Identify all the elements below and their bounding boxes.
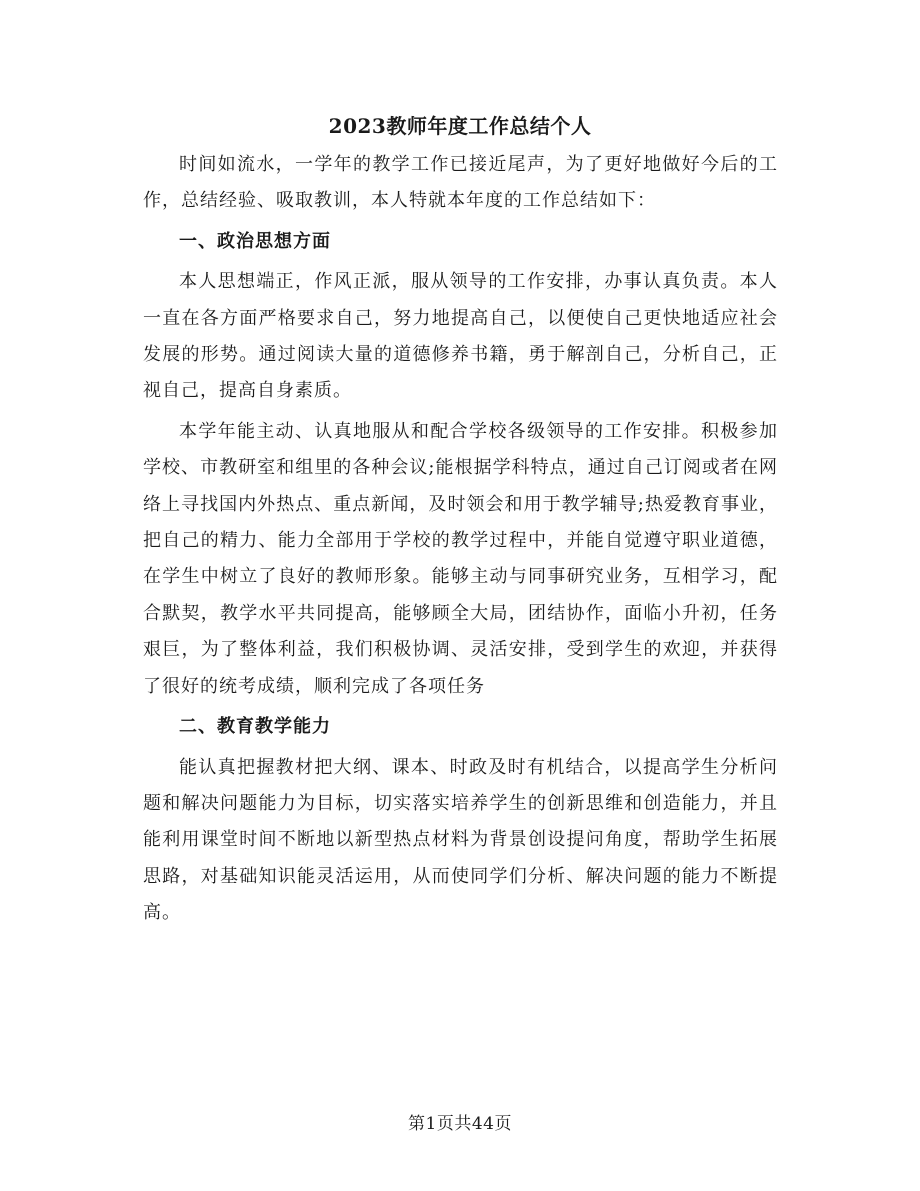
section1-paragraph-1: 本人思想端正，作风正派，服从领导的工作安排，办事认真负责。本人一直在各方面严格要求自己，努力地提高自己，以便使自己更快地适应社会发展的形势。通过阅读大量的道德修养书籍，勇于解剖自己，分析自己，正视自己，提高自身素质。 <box>143 271 778 402</box>
page-number: 第1页共44页 <box>408 1114 512 1134</box>
section2-paragraph-1: 能认真把握教材把大纲、课本、时政及时有机结合，以提高学生分析问题和解决问题能力为目标，切实落实培养学生的创新思维和创造能力，并且能利用课堂时间不断地以新型热点材料为背景创设提问角度，帮助学生拓展思路，对基础知识能灵活运用，从而使同学们分析、解决问题的能力不断提高。 <box>143 756 778 924</box>
section-heading-teaching: 二、教育教学能力 <box>179 716 331 738</box>
document-title: 2023教师年度工作总结个人 <box>328 114 592 138</box>
document-body <box>143 147 778 932</box>
section-heading-politics: 一、政治思想方面 <box>179 230 331 252</box>
section1-paragraph-2: 本学年能主动、认真地服从和配合学校各级领导的工作安排。积极参加学校、市教研室和组里的各种会议;能根据学科特点，通过自己订阅或者在网络上寻找国内外热点、重点新闻，及时领会和用于教学辅导;热爱教育事业，把自己的精力、能力全部用于学校的教学过程中，并能自觉遵守职业道德，在学生中树立了良好的教师形象。能够主动与同事研究业务，互相学习，配合默契，教学水平共同提高，能够顾全大局，团结协作，面临小升初，任务艰巨，为了整体利益，我们积极协调、灵活安排，受到学生的欢迎，并获得了很好的统考成绩，顺利完成了各项任务 <box>143 420 778 697</box>
intro-paragraph: 时间如流水，一学年的教学工作已接近尾声，为了更好地做好今后的工作，总结经验、吸取教训，本人特就本年度的工作总结如下： <box>143 154 778 212</box>
